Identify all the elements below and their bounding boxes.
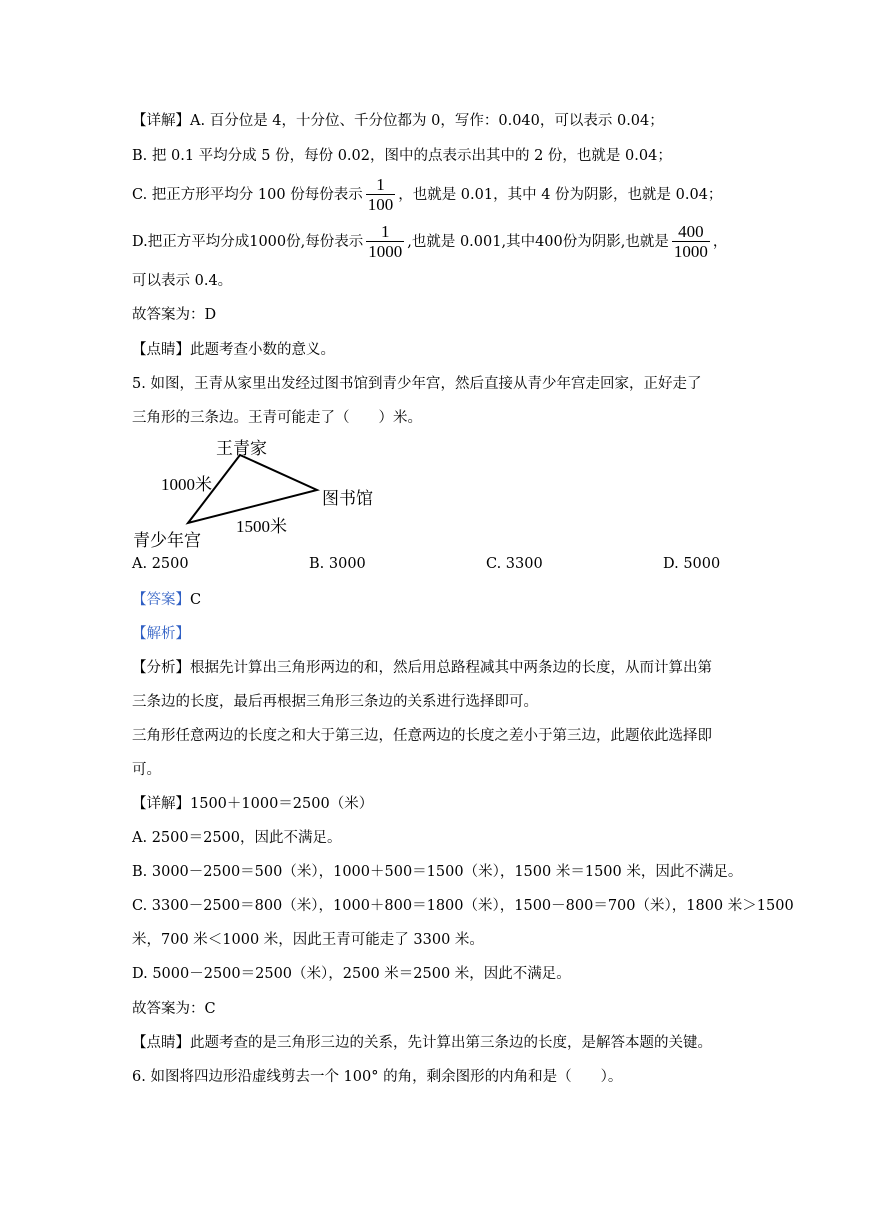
q5-detail-b: B. 3000－2500＝500（米），1000＋500＝1500（米），1500 米＝1500 米，因此不满足。	[132, 864, 743, 880]
q4-detail-d	[132, 219, 727, 265]
q5-stem-line1: 5. 如图，王青从家里出发经过图书馆到青少年宫，然后直接从青少年宫走回家，正好走了	[132, 376, 702, 392]
option-b: B. 3000	[309, 556, 366, 572]
q4-detail-d-mid: ,也就是 0.001,其中400份为阴影,也就是	[407, 234, 669, 250]
q5-analysis-1a: 【分析】根据先计算出三角形两边的和，然后用总路程减其中两条边的长度，从而计算出第	[132, 660, 712, 676]
q4-detail-a: 【详解】A. 百分位是 4，十分位、千分位都为 0，写作：0.040，可以表示 0.04；	[132, 113, 664, 129]
fraction-1-1000	[366, 223, 404, 262]
q5-detail-d: D. 5000－2500＝2500（米），2500 米＝2500 米，因此不满足。	[132, 966, 571, 982]
label-1000m: 1000米	[161, 475, 212, 494]
option-d: D. 5000	[663, 556, 721, 572]
q4-detail-d-cont: 可以表示 0.4。	[132, 273, 233, 289]
answer-value: C	[190, 592, 202, 608]
q4-detail-d-pre: D.把正方平均分成1000份,每份表示	[132, 234, 364, 250]
q5-analysis-1b: 三条边的长度，最后再根据三角形三条边的关系进行选择即可。	[132, 694, 538, 710]
answer-tag: 【答案】	[132, 592, 190, 608]
fraction-numerator: 1	[380, 221, 390, 241]
q5-final-answer: 故答案为：C	[132, 1001, 216, 1017]
q5-analysis-2b: 可。	[132, 762, 161, 778]
fraction-400-1000	[672, 223, 710, 262]
q4-detail-d-end: ，	[712, 234, 728, 250]
q6-stem: 6. 如图将四边形沿虚线剪去一个 100° 的角，剩余图形的内角和是（ ）。	[132, 1069, 623, 1085]
fraction-denominator: 1000	[368, 241, 403, 261]
q4-comment: 【点睛】此题考查小数的意义。	[132, 342, 335, 358]
q5-stem-line2: 三角形的三条边。王青可能走了（ ）米。	[132, 410, 422, 426]
q4-detail-c-pre: C. 把正方形平均分 100 份每份表示	[132, 187, 363, 203]
fraction-numerator: 1	[376, 174, 385, 194]
analysis-tag: 【解析】	[132, 626, 190, 642]
fraction-denominator: 1000	[673, 241, 708, 261]
fraction-numerator: 400	[678, 221, 704, 241]
q5-analysis-2a: 三角形任意两边的长度之和大于第三边，任意两边的长度之差小于第三边，此题依此选择即	[132, 728, 712, 744]
label-1500m: 1500米	[236, 517, 287, 536]
q4-detail-b: B. 把 0.1 平均分成 5 份，每份 0.02，图中的点表示出其中的 2 份，也就是 0.04；	[132, 148, 672, 164]
fraction-1-100	[366, 176, 396, 215]
q5-answer	[132, 590, 201, 610]
label-youth-palace: 青少年宫	[133, 531, 201, 550]
q5-detail-c1: C. 3300－2500＝800（米），1000＋800＝1800（米），1500－800＝700（米），1800 米＞1500	[132, 898, 794, 914]
q5-detail-c2: 米，700 米＜1000 米，因此王青可能走了 3300 米。	[132, 932, 484, 948]
fraction-denominator: 100	[367, 194, 394, 214]
option-c: C. 3300	[486, 556, 543, 572]
q4-answer: 故答案为：D	[132, 307, 217, 323]
q5-comment: 【点睛】此题考查的是三角形三边的关系，先计算出第三条边的长度，是解答本题的关键。	[132, 1035, 712, 1051]
option-a: A. 2500	[132, 556, 189, 572]
label-home: 王青家	[216, 439, 267, 458]
q5-detail-a: A. 2500＝2500，因此不满足。	[132, 830, 342, 846]
q4-detail-c	[132, 172, 722, 218]
q4-detail-c-post: ，也就是 0.01，其中 4 份为阴影，也就是 0.04；	[398, 187, 723, 203]
q5-detail-0: 【详解】1500＋1000＝2500（米）	[132, 796, 374, 812]
label-library: 图书馆	[322, 489, 373, 508]
